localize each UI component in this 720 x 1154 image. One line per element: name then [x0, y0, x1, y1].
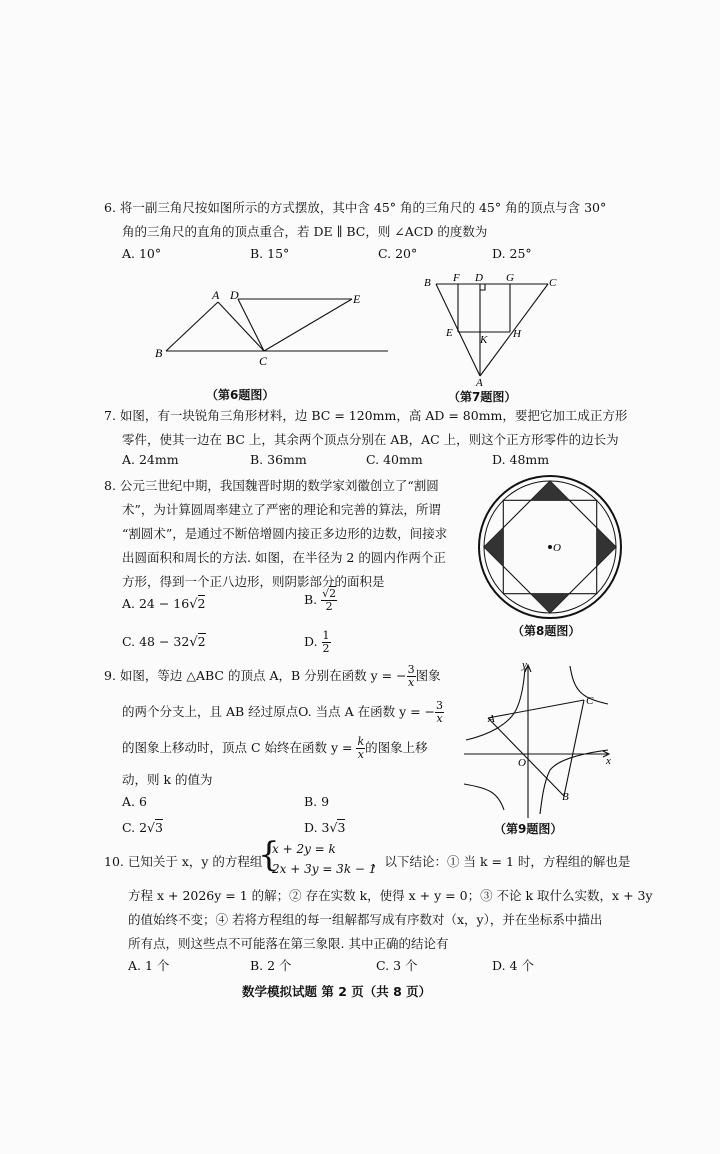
q6-point-a: A — [212, 288, 220, 302]
q6-point-e: E — [353, 292, 361, 306]
q9-axis-y: y — [522, 660, 527, 671]
q7-point-f: F — [453, 272, 460, 284]
q10-option-a: A. 1 个 — [128, 958, 170, 973]
q7-point-h: H — [513, 328, 521, 340]
q6-caption: （第6题图） — [206, 388, 275, 402]
q6-figure — [140, 280, 400, 372]
q9-point-b: B — [562, 791, 569, 803]
q9-point-a: A — [488, 713, 495, 725]
page-footer: 数学模拟试题 第 2 页（共 8 页） — [242, 984, 432, 999]
q6-point-b: B — [155, 346, 163, 360]
q7-line1: 7. 如图，有一块锐角三角形材料，边 BC = 120mm，高 AD = 80mm，要把它加工成正方形 — [104, 408, 628, 423]
q7-point-d: D — [475, 272, 483, 284]
q9-option-b: B. 9 — [304, 794, 330, 809]
q8-line3: “割圆术”，是通过不断倍增圆内接正多边形的边数，间接求 — [122, 526, 448, 541]
q8-option-d: D. $\frac{1}{2}$ — [304, 629, 330, 655]
q8-option-a: A. 24 − 16√2 — [122, 596, 206, 612]
q7-point-k: K — [480, 334, 488, 346]
q7-point-g: G — [506, 272, 514, 284]
q9-figure — [458, 660, 616, 820]
q10-line4: 所有点，则这些点不可能落在第三象限. 其中正确的结论有 — [128, 936, 449, 951]
q7-point-a: A — [476, 377, 483, 386]
q9-option-a: A. 6 — [122, 794, 147, 809]
q10-option-d: D. 4 个 — [492, 958, 534, 973]
q9-line3: 的图象上移动时，顶点 C 始终在函数 y = $\frac{k}{x}$ 的图象上移 — [122, 735, 428, 761]
q7-caption: （第7题图） — [448, 390, 517, 404]
q7-point-b: B — [424, 277, 431, 289]
q10-label: 10. 已知关于 x，y 的方程组 — [104, 854, 263, 869]
q8-center-label: O — [553, 542, 561, 554]
q7-option-c: C. 40mm — [366, 452, 423, 467]
q6-point-d: D — [230, 288, 239, 302]
q9-line4: 动，则 k 的值为 — [122, 772, 213, 787]
q7-option-a: A. 24mm — [122, 452, 179, 467]
q8-line5: 方形，得到一个正八边形，则阴影部分的面积是 — [122, 574, 385, 589]
q9-point-c: C — [586, 695, 594, 707]
q6-option-c: C. 20° — [378, 246, 418, 261]
q9-line1: 9. 如图，等边 △ABC 的顶点 A，B 分别在函数 y = − $\frac{3}{x}$ 图象 — [104, 663, 441, 689]
q9-origin: O — [518, 757, 526, 769]
q6-line2: 角的三角尺的直角的顶点重合，若 DE ∥ BC，则 ∠ACD 的度数为 — [122, 224, 488, 239]
q10-eq1: x + 2y = k — [272, 842, 336, 856]
q10-line1-rest: ，以下结论：① 当 k = 1 时，方程组的解也是 — [372, 854, 631, 869]
q10-option-b: B. 2 个 — [250, 958, 292, 973]
q9-option-d: D. 3√3 — [304, 820, 346, 835]
q6-option-b: B. 15° — [250, 246, 290, 261]
q9-line2: 的两个分支上，且 AB 经过原点O. 当点 A 在函数 y = − $\frac{3}{x}$ — [122, 699, 444, 725]
q8-line1: 8. 公元三世纪中期，我国魏晋时期的数学家刘徽创立了“割圆 — [104, 478, 439, 493]
q8-line2: 术”，为计算圆周率建立了严密的理论和完善的算法，所谓 — [122, 502, 441, 517]
q7-option-d: D. 48mm — [492, 452, 550, 467]
q10-line3: 的值始终不变；④ 若将方程组的每一组解都写成有序数对（x，y），并在坐标系中描出 — [128, 912, 603, 927]
q8-caption: （第8题图） — [512, 624, 581, 638]
q10-brace: { — [258, 835, 280, 875]
q8-option-c: C. 48 − 32√2 — [122, 634, 206, 650]
q8-option-b: B. $\frac{√2}{2}$ — [304, 587, 337, 613]
q6-option-a: A. 10° — [122, 246, 162, 261]
q10-option-c: C. 3 个 — [376, 958, 418, 973]
q9-caption: （第9题图） — [494, 822, 563, 836]
q7-option-b: B. 36mm — [250, 452, 307, 467]
q7-point-e: E — [446, 327, 453, 339]
q8-figure — [476, 470, 632, 620]
q7-point-c: C — [549, 277, 557, 289]
q10-eq2: 2x + 3y = 3k − 1 — [272, 862, 377, 876]
q9-axis-x: x — [606, 755, 611, 767]
q6-option-d: D. 25° — [492, 246, 532, 261]
q6-point-c: C — [259, 354, 268, 368]
q7-figure — [420, 270, 570, 386]
q8-line4: 出圆面积和周长的方法. 如图，在半径为 2 的圆内作两个正 — [122, 550, 446, 565]
q10-line2: 方程 x + 2026y = 1 的解；② 存在实数 k，使得 x + y = 0；③ 不论 k 取什么实数，x + 3y — [128, 888, 653, 903]
q6-line1: 6. 将一副三角尺按如图所示的方式摆放，其中含 45° 角的三角尺的 45° 角的顶点与含 30° — [104, 200, 607, 215]
q7-line2: 零件，使其一边在 BC 上，其余两个顶点分别在 AB，AC 上，则这个正方形零件的边长为 — [122, 432, 619, 447]
q9-option-c: C. 2√3 — [122, 820, 163, 835]
